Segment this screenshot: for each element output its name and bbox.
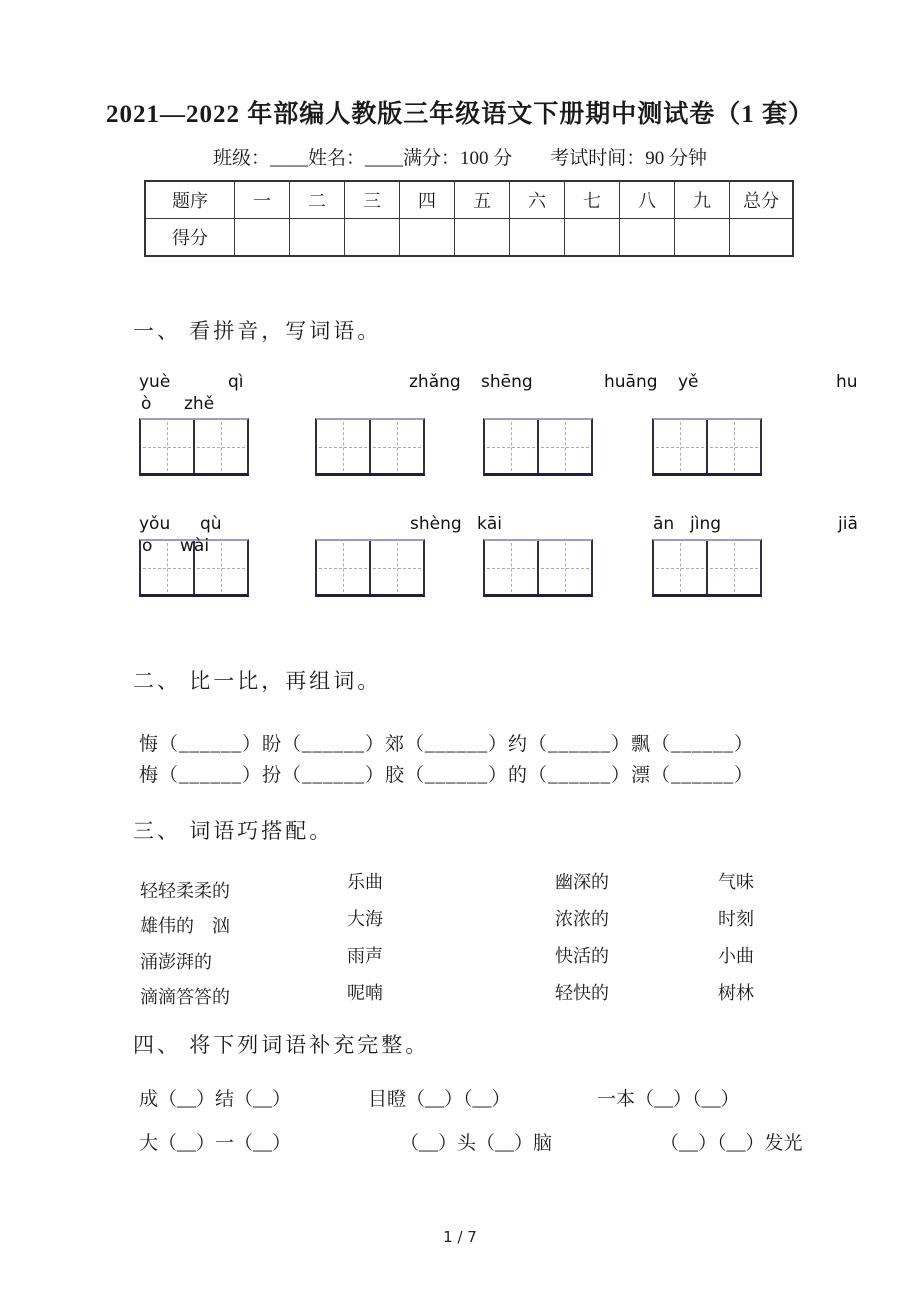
pinyin-word: ān xyxy=(653,514,675,534)
writing-grid xyxy=(483,539,593,597)
grid-cell xyxy=(485,541,537,594)
score-header-cell: 总分 xyxy=(730,181,794,219)
section2-heading: 二、 比一比，再组词。 xyxy=(133,669,382,693)
pinyin-word: zhě xyxy=(184,394,215,414)
match-item: 快活的 xyxy=(555,946,609,966)
grid-cell xyxy=(485,420,537,473)
score-header-cell: 二 xyxy=(290,181,345,219)
pinyin-word: o xyxy=(142,536,153,556)
grid-cell xyxy=(317,420,369,473)
score-cell-empty xyxy=(400,219,455,257)
score-cell-empty xyxy=(730,219,794,257)
grid-cell xyxy=(654,420,706,473)
page-number: 1 / 7 xyxy=(443,1228,477,1246)
score-cell-empty xyxy=(510,219,565,257)
pinyin-word: qì xyxy=(228,372,244,392)
score-header-cell: 三 xyxy=(345,181,400,219)
page-title: 2021—2022 年部编人教版三年级语文下册期中测试卷（1 套） xyxy=(105,101,814,128)
grid-cell xyxy=(369,541,423,594)
match-item: 幽深的 xyxy=(555,872,609,892)
score-header-cell: 五 xyxy=(455,181,510,219)
score-cell-empty xyxy=(235,219,290,257)
writing-grid xyxy=(315,418,425,476)
fill-blank-phrase: 一本（__）（__） xyxy=(597,1089,740,1110)
pinyin-word: kāi xyxy=(477,514,502,534)
pinyin-word: shēng xyxy=(481,372,533,392)
fill-blank-phrase: 成（__）结（__） xyxy=(139,1089,292,1110)
compare-words-line: 悔（______）盼（______）郊（______）约（______）飘（______） xyxy=(139,734,755,755)
score-table-header-row xyxy=(145,181,793,219)
pinyin-word: ò xyxy=(141,394,152,414)
match-item: 涌澎湃的 xyxy=(140,952,212,972)
pinyin-word: huāng xyxy=(604,372,658,392)
score-cell-empty xyxy=(620,219,675,257)
match-item: 轻快的 xyxy=(555,983,609,1003)
section4-heading: 四、 将下列词语补充完整。 xyxy=(133,1033,430,1057)
grid-cell xyxy=(537,420,591,473)
score-header-cell: 八 xyxy=(620,181,675,219)
grid-cell xyxy=(369,420,423,473)
compare-words-line: 梅（______）扮（______）胶（______）的（______）漂（______） xyxy=(139,765,755,786)
score-cell-empty xyxy=(565,219,620,257)
fill-blank-phrase: 目瞪（__）（__） xyxy=(368,1089,511,1110)
match-item: 乐曲 xyxy=(347,872,383,892)
score-cell-empty xyxy=(675,219,730,257)
score-header-cell: 九 xyxy=(675,181,730,219)
match-item: 树林 xyxy=(718,983,754,1003)
writing-grid xyxy=(652,418,762,476)
pinyin-word: shèng xyxy=(410,514,462,534)
pinyin-word: yě xyxy=(678,372,699,392)
writing-grid xyxy=(483,418,593,476)
score-cell-empty xyxy=(455,219,510,257)
grid-cell xyxy=(654,541,706,594)
score-cell-empty xyxy=(345,219,400,257)
section3-heading: 三、 词语巧搭配。 xyxy=(133,819,334,843)
pinyin-word: qù xyxy=(200,514,222,534)
grid-cell xyxy=(193,420,247,473)
pinyin-word: jìng xyxy=(690,514,722,534)
score-row-label: 得分 xyxy=(145,219,235,257)
score-header-cell: 四 xyxy=(400,181,455,219)
match-item: 呢喃 xyxy=(347,983,383,1003)
pinyin-word: jiā xyxy=(838,514,858,534)
score-table-score-row xyxy=(145,219,793,257)
fill-blank-phrase: （__）（__）发光 xyxy=(660,1133,803,1154)
student-info-line: 班级：____姓名：____满分：100 分 考试时间：90 分钟 xyxy=(212,148,707,169)
pinyin-word: yuè xyxy=(139,372,171,392)
score-cell-empty xyxy=(290,219,345,257)
writing-grid xyxy=(315,539,425,597)
score-header-cell: 一 xyxy=(235,181,290,219)
score-header-cell: 七 xyxy=(565,181,620,219)
grid-cell xyxy=(537,541,591,594)
match-item: 小曲 xyxy=(718,946,754,966)
section1-heading: 一、 看拼音，写词语。 xyxy=(133,319,382,343)
match-item: 大海 xyxy=(347,909,383,929)
pinyin-word: wài xyxy=(180,536,210,556)
match-item: 雄伟的 汹 xyxy=(140,916,230,936)
writing-grid xyxy=(139,418,249,476)
match-item: 时刻 xyxy=(718,909,754,929)
fill-blank-phrase: 大（__）一（__） xyxy=(139,1133,292,1154)
match-item: 轻轻柔柔的 xyxy=(140,881,230,901)
grid-cell xyxy=(706,541,760,594)
pinyin-word: zhǎng xyxy=(409,372,461,392)
match-item: 浓浓的 xyxy=(555,909,609,929)
fill-blank-phrase: （__）头（__）脑 xyxy=(400,1133,553,1154)
grid-cell xyxy=(317,541,369,594)
pinyin-word: yǒu xyxy=(139,514,171,534)
match-item: 雨声 xyxy=(347,946,383,966)
score-header-cell: 题序 xyxy=(145,181,235,219)
grid-cell xyxy=(706,420,760,473)
score-header-cell: 六 xyxy=(510,181,565,219)
score-table xyxy=(144,180,794,257)
grid-cell xyxy=(141,420,193,473)
match-item: 气味 xyxy=(718,872,754,892)
writing-grid xyxy=(652,539,762,597)
pinyin-word: hu xyxy=(836,372,858,392)
match-item: 滴滴答答的 xyxy=(140,987,230,1007)
